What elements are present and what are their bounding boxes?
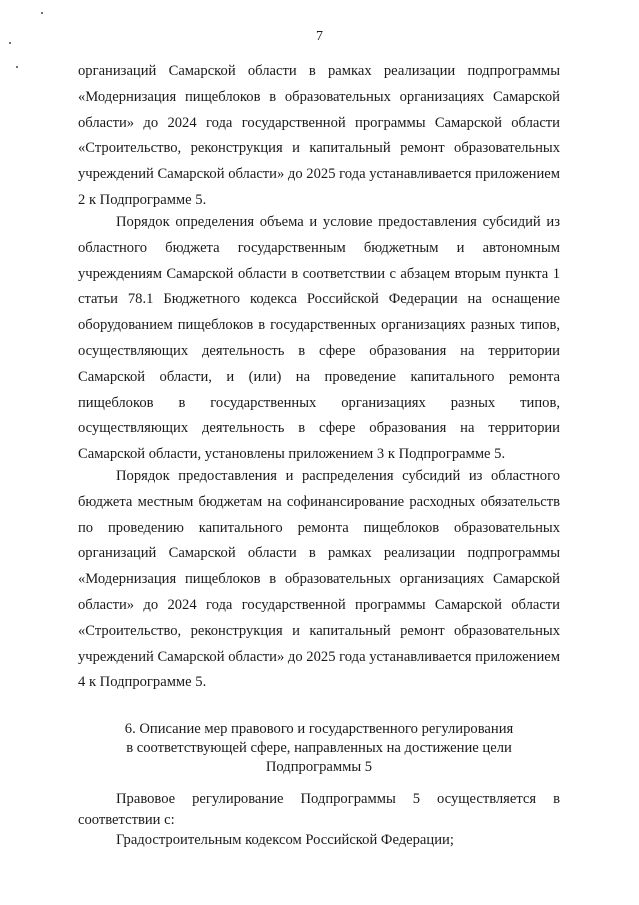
page-number: 7 bbox=[316, 29, 323, 44]
section-heading-line: Подпрограммы 5 bbox=[265, 759, 373, 775]
section-heading bbox=[78, 720, 560, 777]
paragraph-subsidies-local: Порядок предоставления и распределения субсидий из областного бюджета местным бюджетам на софинансирование расходных обязательств по проведению капитального ремонта пищеблоков образовательных организаций Самарской области в рамках реализации подпрограммы «Модернизация пищеблоков в образовательных организациях Самарской области» до 2024 года государственной программы Самарской области «Строительство, реконструкция и капитальный ремонт образовательных учреждений Самарской области» до 2025 года устанавливается приложением 4 к Подпрограмме 5. bbox=[78, 468, 560, 691]
section-heading-line: в соответствующей сфере, направленных на достижение цели bbox=[126, 740, 512, 756]
section-heading-line: 6. Описание мер правового и государственного регулирования bbox=[124, 721, 514, 737]
paragraph-continuation: организаций Самарской области в рамках реализации подпрограммы «Модернизация пищеблоков в образовательных организациях Самарской области» до 2024 года государственной программы Самарской области «Строительство, реконструкция и капитальный ремонт образовательных учреждений Самарской области» до 2025 года устанавливается приложением 2 к Подпрограмме 5. bbox=[78, 63, 560, 208]
scan-speck bbox=[41, 12, 43, 14]
paragraph-regulation-intro: Правовое регулирование Подпрограммы 5 осуществляется в соответствии с: bbox=[78, 791, 560, 828]
regulation-item: Градостроительным кодексом Российской Федерации; bbox=[116, 832, 454, 848]
paragraph-subsidies-state: Порядок определения объема и условие предоставления субсидий из областного бюджета государственным бюджетным и автономным учреждениям Самарской области в соответствии с абзацем вторым пункта 1 статьи 78.1 Бюджетного кодекса Российской Федерации на оснащение оборудованием пищеблоков в государственных организациях разных типов, осуществляющих деятельность в сфере образования на территории Самарской области, и (или) на проведение капитального ремонта пищеблоков в государственных организациях разных типов, осуществляющих деятельность в сфере образования на территории Самарской области, установлены приложением 3 к Подпрограмме 5. bbox=[78, 214, 560, 463]
scan-speck bbox=[16, 66, 18, 68]
